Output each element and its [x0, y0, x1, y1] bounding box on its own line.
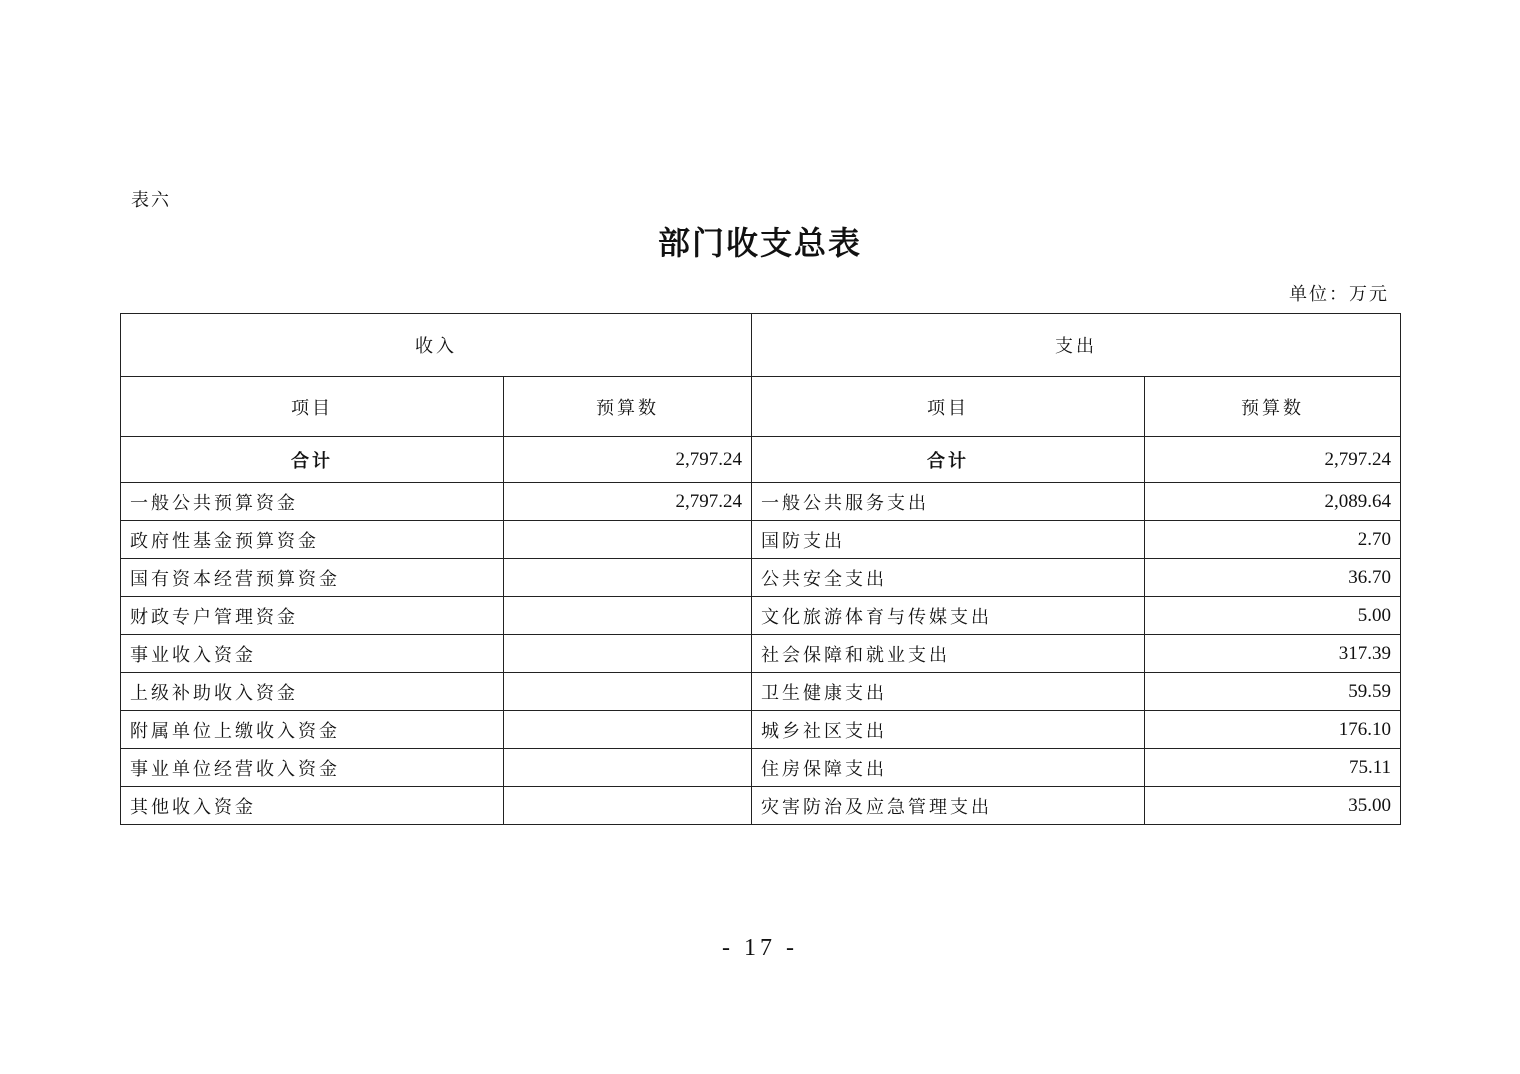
- expense-total-label: 合计: [752, 437, 1145, 483]
- page-title: 部门收支总表: [657, 224, 862, 262]
- expense-amount-cell: 36.70: [1145, 559, 1401, 597]
- income-item-cell: 事业收入资金: [121, 635, 504, 673]
- income-group-header: 收入: [121, 314, 752, 377]
- expense-amount-cell: 5.00: [1145, 597, 1401, 635]
- income-amount-cell: [504, 635, 752, 673]
- income-item-header: 项目: [121, 377, 504, 437]
- table-row: [121, 635, 1401, 673]
- income-amount-cell: [504, 711, 752, 749]
- group-header-row: [121, 314, 1401, 377]
- expense-amount-cell: 317.39: [1145, 635, 1401, 673]
- expense-item-cell: 国防支出: [752, 521, 1145, 559]
- income-item-cell: 其他收入资金: [121, 787, 504, 825]
- table-row: [121, 711, 1401, 749]
- expense-amount-cell: 2.70: [1145, 521, 1401, 559]
- income-total-label: 合计: [121, 437, 504, 483]
- table-row: [121, 749, 1401, 787]
- expense-group-header: 支出: [752, 314, 1401, 377]
- expense-item-cell: 城乡社区支出: [752, 711, 1145, 749]
- expense-amount-cell: 59.59: [1145, 673, 1401, 711]
- income-amount-header: 预算数: [504, 377, 752, 437]
- income-item-cell: 上级补助收入资金: [121, 673, 504, 711]
- income-amount-cell: [504, 749, 752, 787]
- expense-amount-cell: 176.10: [1145, 711, 1401, 749]
- table-row: [121, 787, 1401, 825]
- income-item-cell: 一般公共预算资金: [121, 483, 504, 521]
- expense-item-cell: 社会保障和就业支出: [752, 635, 1145, 673]
- income-item-cell: 政府性基金预算资金: [121, 521, 504, 559]
- expense-item-header: 项目: [752, 377, 1145, 437]
- expense-amount-header: 预算数: [1145, 377, 1401, 437]
- expense-item-cell: 灾害防治及应急管理支出: [752, 787, 1145, 825]
- expense-item-cell: 文化旅游体育与传媒支出: [752, 597, 1145, 635]
- page-number: - 17 -: [722, 935, 798, 961]
- table-row: [121, 483, 1401, 521]
- expense-total-amount: 2,797.24: [1145, 437, 1401, 483]
- table-row: [121, 559, 1401, 597]
- income-amount-cell: 2,797.24: [504, 483, 752, 521]
- table-row: [121, 673, 1401, 711]
- income-item-cell: 附属单位上缴收入资金: [121, 711, 504, 749]
- income-amount-cell: [504, 521, 752, 559]
- total-row: [121, 437, 1401, 483]
- table-row: [121, 521, 1401, 559]
- expense-amount-cell: 2,089.64: [1145, 483, 1401, 521]
- income-total-amount: 2,797.24: [504, 437, 752, 483]
- expense-item-cell: 一般公共服务支出: [752, 483, 1145, 521]
- budget-summary-table: [120, 313, 1401, 825]
- unit-label: 单位：万元: [1289, 284, 1389, 305]
- table-row: [121, 597, 1401, 635]
- income-item-cell: 事业单位经营收入资金: [121, 749, 504, 787]
- expense-amount-cell: 35.00: [1145, 787, 1401, 825]
- income-amount-cell: [504, 597, 752, 635]
- expense-amount-cell: 75.11: [1145, 749, 1401, 787]
- expense-item-cell: 住房保障支出: [752, 749, 1145, 787]
- table-number-label: 表六: [131, 190, 171, 211]
- income-amount-cell: [504, 559, 752, 597]
- income-amount-cell: [504, 787, 752, 825]
- income-item-cell: 国有资本经营预算资金: [121, 559, 504, 597]
- income-item-cell: 财政专户管理资金: [121, 597, 504, 635]
- income-amount-cell: [504, 673, 752, 711]
- expense-item-cell: 公共安全支出: [752, 559, 1145, 597]
- expense-item-cell: 卫生健康支出: [752, 673, 1145, 711]
- column-header-row: [121, 377, 1401, 437]
